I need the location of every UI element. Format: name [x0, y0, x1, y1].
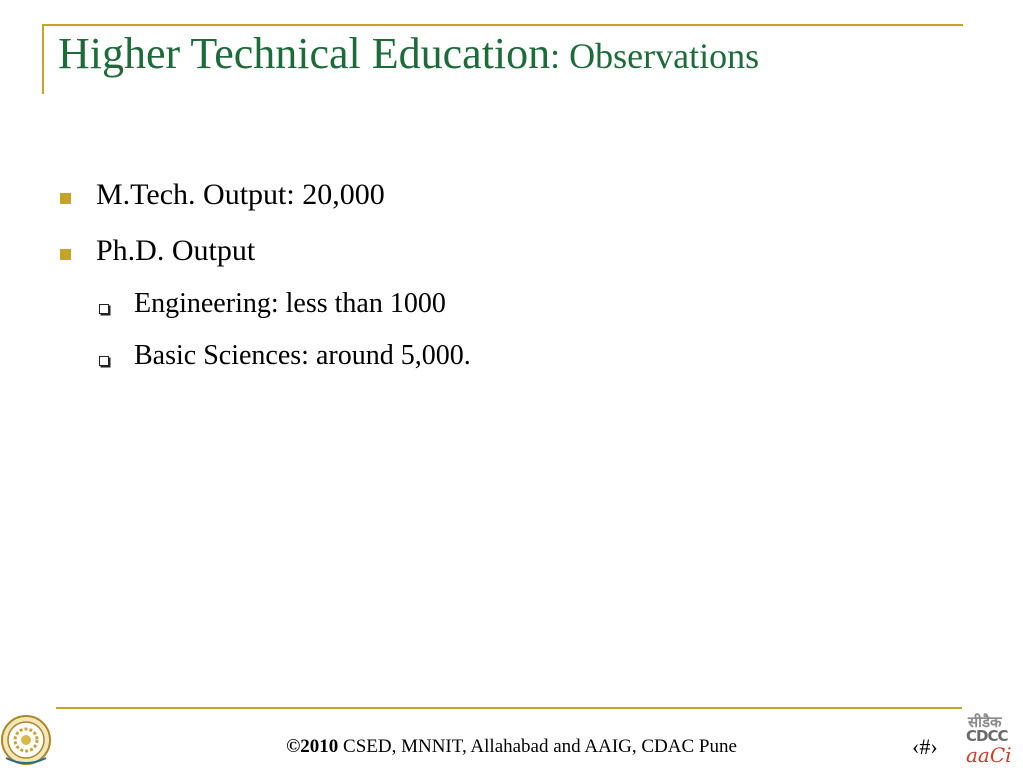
bullet-item: Ph.D. Output [96, 234, 256, 267]
footer-rule [56, 707, 962, 709]
page-number: ‹#› [912, 734, 938, 759]
square-bullet-icon [60, 249, 71, 260]
copyright-year: ©2010 [286, 736, 339, 757]
sub-bullet-item: Engineering: less than 1000 [134, 288, 446, 319]
slide-title [58, 28, 759, 81]
footer-credit [0, 736, 1023, 758]
hollow-square-bullet-icon [99, 356, 109, 366]
square-bullet-icon [60, 193, 71, 204]
left-rule [42, 24, 44, 94]
hollow-square-bullet-icon [99, 304, 109, 314]
sub-bullet-item: Basic Sciences: around 5,000. [134, 340, 471, 371]
cdac-logo [962, 710, 1023, 767]
cdac-text: CDCC [966, 727, 1008, 745]
aaci-text: aaCi [966, 743, 1012, 767]
cdac-hindi-text: सीडैक [968, 713, 1002, 731]
title-sub: : Observations [550, 36, 760, 76]
credit-text: CSED, MNNIT, Allahabad and AAIG, CDAC Pune [338, 736, 737, 757]
title-main: Higher Technical Education [58, 29, 551, 78]
top-rule [42, 24, 963, 26]
bullet-item: M.Tech. Output: 20,000 [96, 178, 385, 211]
